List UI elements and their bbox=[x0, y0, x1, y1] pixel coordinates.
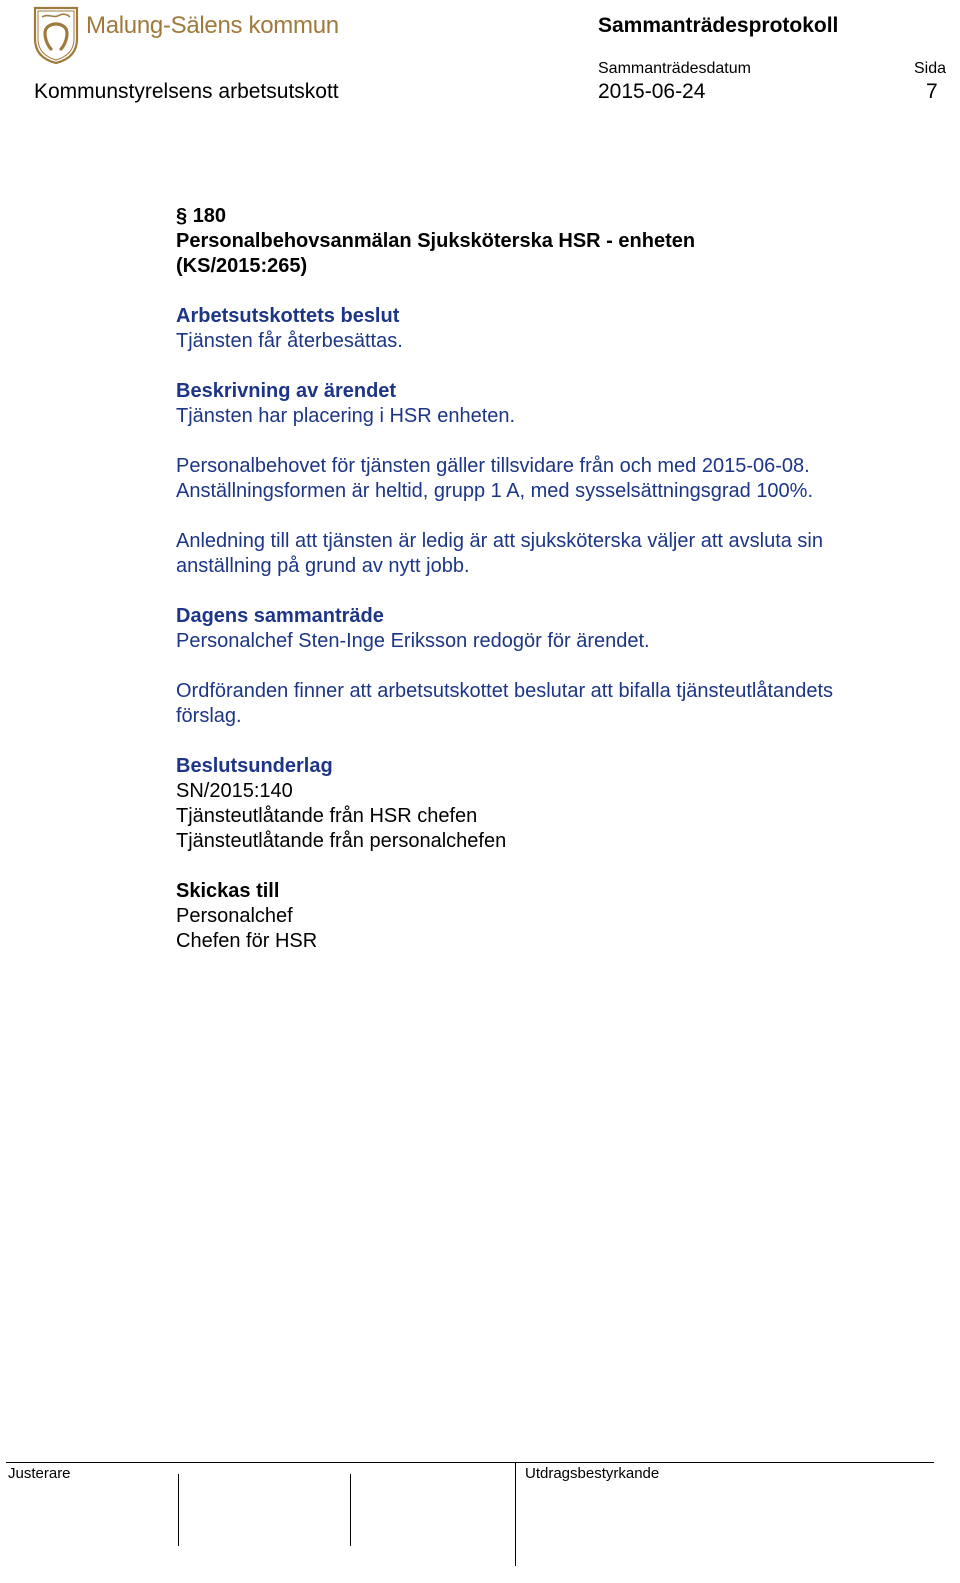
section-mark: § bbox=[176, 205, 188, 227]
page-number: 7 bbox=[926, 80, 938, 103]
body-name: Kommunstyrelsens arbetsutskott bbox=[34, 80, 339, 103]
protocol-item bbox=[176, 204, 936, 954]
description-line3: Anställningsformen är heltid, grupp 1 A, med sysselsättningsgrad 100%. bbox=[176, 480, 814, 502]
signature-divider bbox=[178, 1474, 179, 1546]
item-number bbox=[176, 204, 936, 229]
logo-text: Malung-Sälens kommun bbox=[86, 12, 339, 39]
description-line1: Tjänsten har placering i HSR enheten. bbox=[176, 405, 516, 427]
item-title-line2: (KS/2015:265) bbox=[176, 255, 308, 277]
item-title-line1: Personalbehovsanmälan Sjuksköterska HSR - enheten bbox=[176, 230, 696, 252]
document-title: Sammanträdesprotokoll bbox=[598, 14, 839, 37]
basis-item: SN/2015:140 bbox=[176, 780, 293, 802]
signature-divider bbox=[350, 1474, 351, 1546]
page-label: Sida bbox=[914, 60, 947, 77]
meeting-line2: Ordföranden finner att arbetsutskottet beslutar att bifalla tjänsteutlåtandets bbox=[176, 680, 834, 702]
date-label: Sammanträdesdatum bbox=[598, 60, 751, 77]
description-heading: Beskrivning av ärendet bbox=[176, 380, 397, 402]
municipality-logo bbox=[32, 5, 80, 65]
meeting-date: 2015-06-24 bbox=[598, 80, 706, 103]
basis-heading: Beslutsunderlag bbox=[176, 755, 333, 777]
send-to-item: Personalchef bbox=[176, 905, 293, 927]
description-line5: anställning på grund av nytt jobb. bbox=[176, 555, 470, 577]
basis-item: Tjänsteutlåtande från HSR chefen bbox=[176, 805, 478, 827]
meeting-line1: Personalchef Sten-Inge Eriksson redogör för ärendet. bbox=[176, 630, 650, 652]
description-line4: Anledning till att tjänsten är ledig är att sjuksköterska väljer att avsluta sin bbox=[176, 530, 823, 552]
send-to-heading: Skickas till bbox=[176, 880, 280, 902]
meeting-heading: Dagens sammanträde bbox=[176, 605, 384, 627]
meeting-line3: förslag. bbox=[176, 705, 242, 727]
footer-utdrag-label: Utdragsbestyrkande bbox=[525, 1465, 660, 1482]
decision-text: Tjänsten får återbesättas. bbox=[176, 330, 403, 352]
section-number: 180 bbox=[192, 205, 227, 227]
basis-item: Tjänsteutlåtande från personalchefen bbox=[176, 830, 507, 852]
signature-divider bbox=[515, 1462, 516, 1566]
horseshoe-crest-icon bbox=[32, 5, 80, 65]
send-to-item: Chefen för HSR bbox=[176, 930, 318, 952]
footer-divider bbox=[6, 1462, 934, 1463]
footer-justerare-label: Justerare bbox=[8, 1465, 71, 1482]
decision-heading: Arbetsutskottets beslut bbox=[176, 305, 400, 327]
description-line2: Personalbehovet för tjänsten gäller tillsvidare från och med 2015-06-08. bbox=[176, 455, 810, 477]
